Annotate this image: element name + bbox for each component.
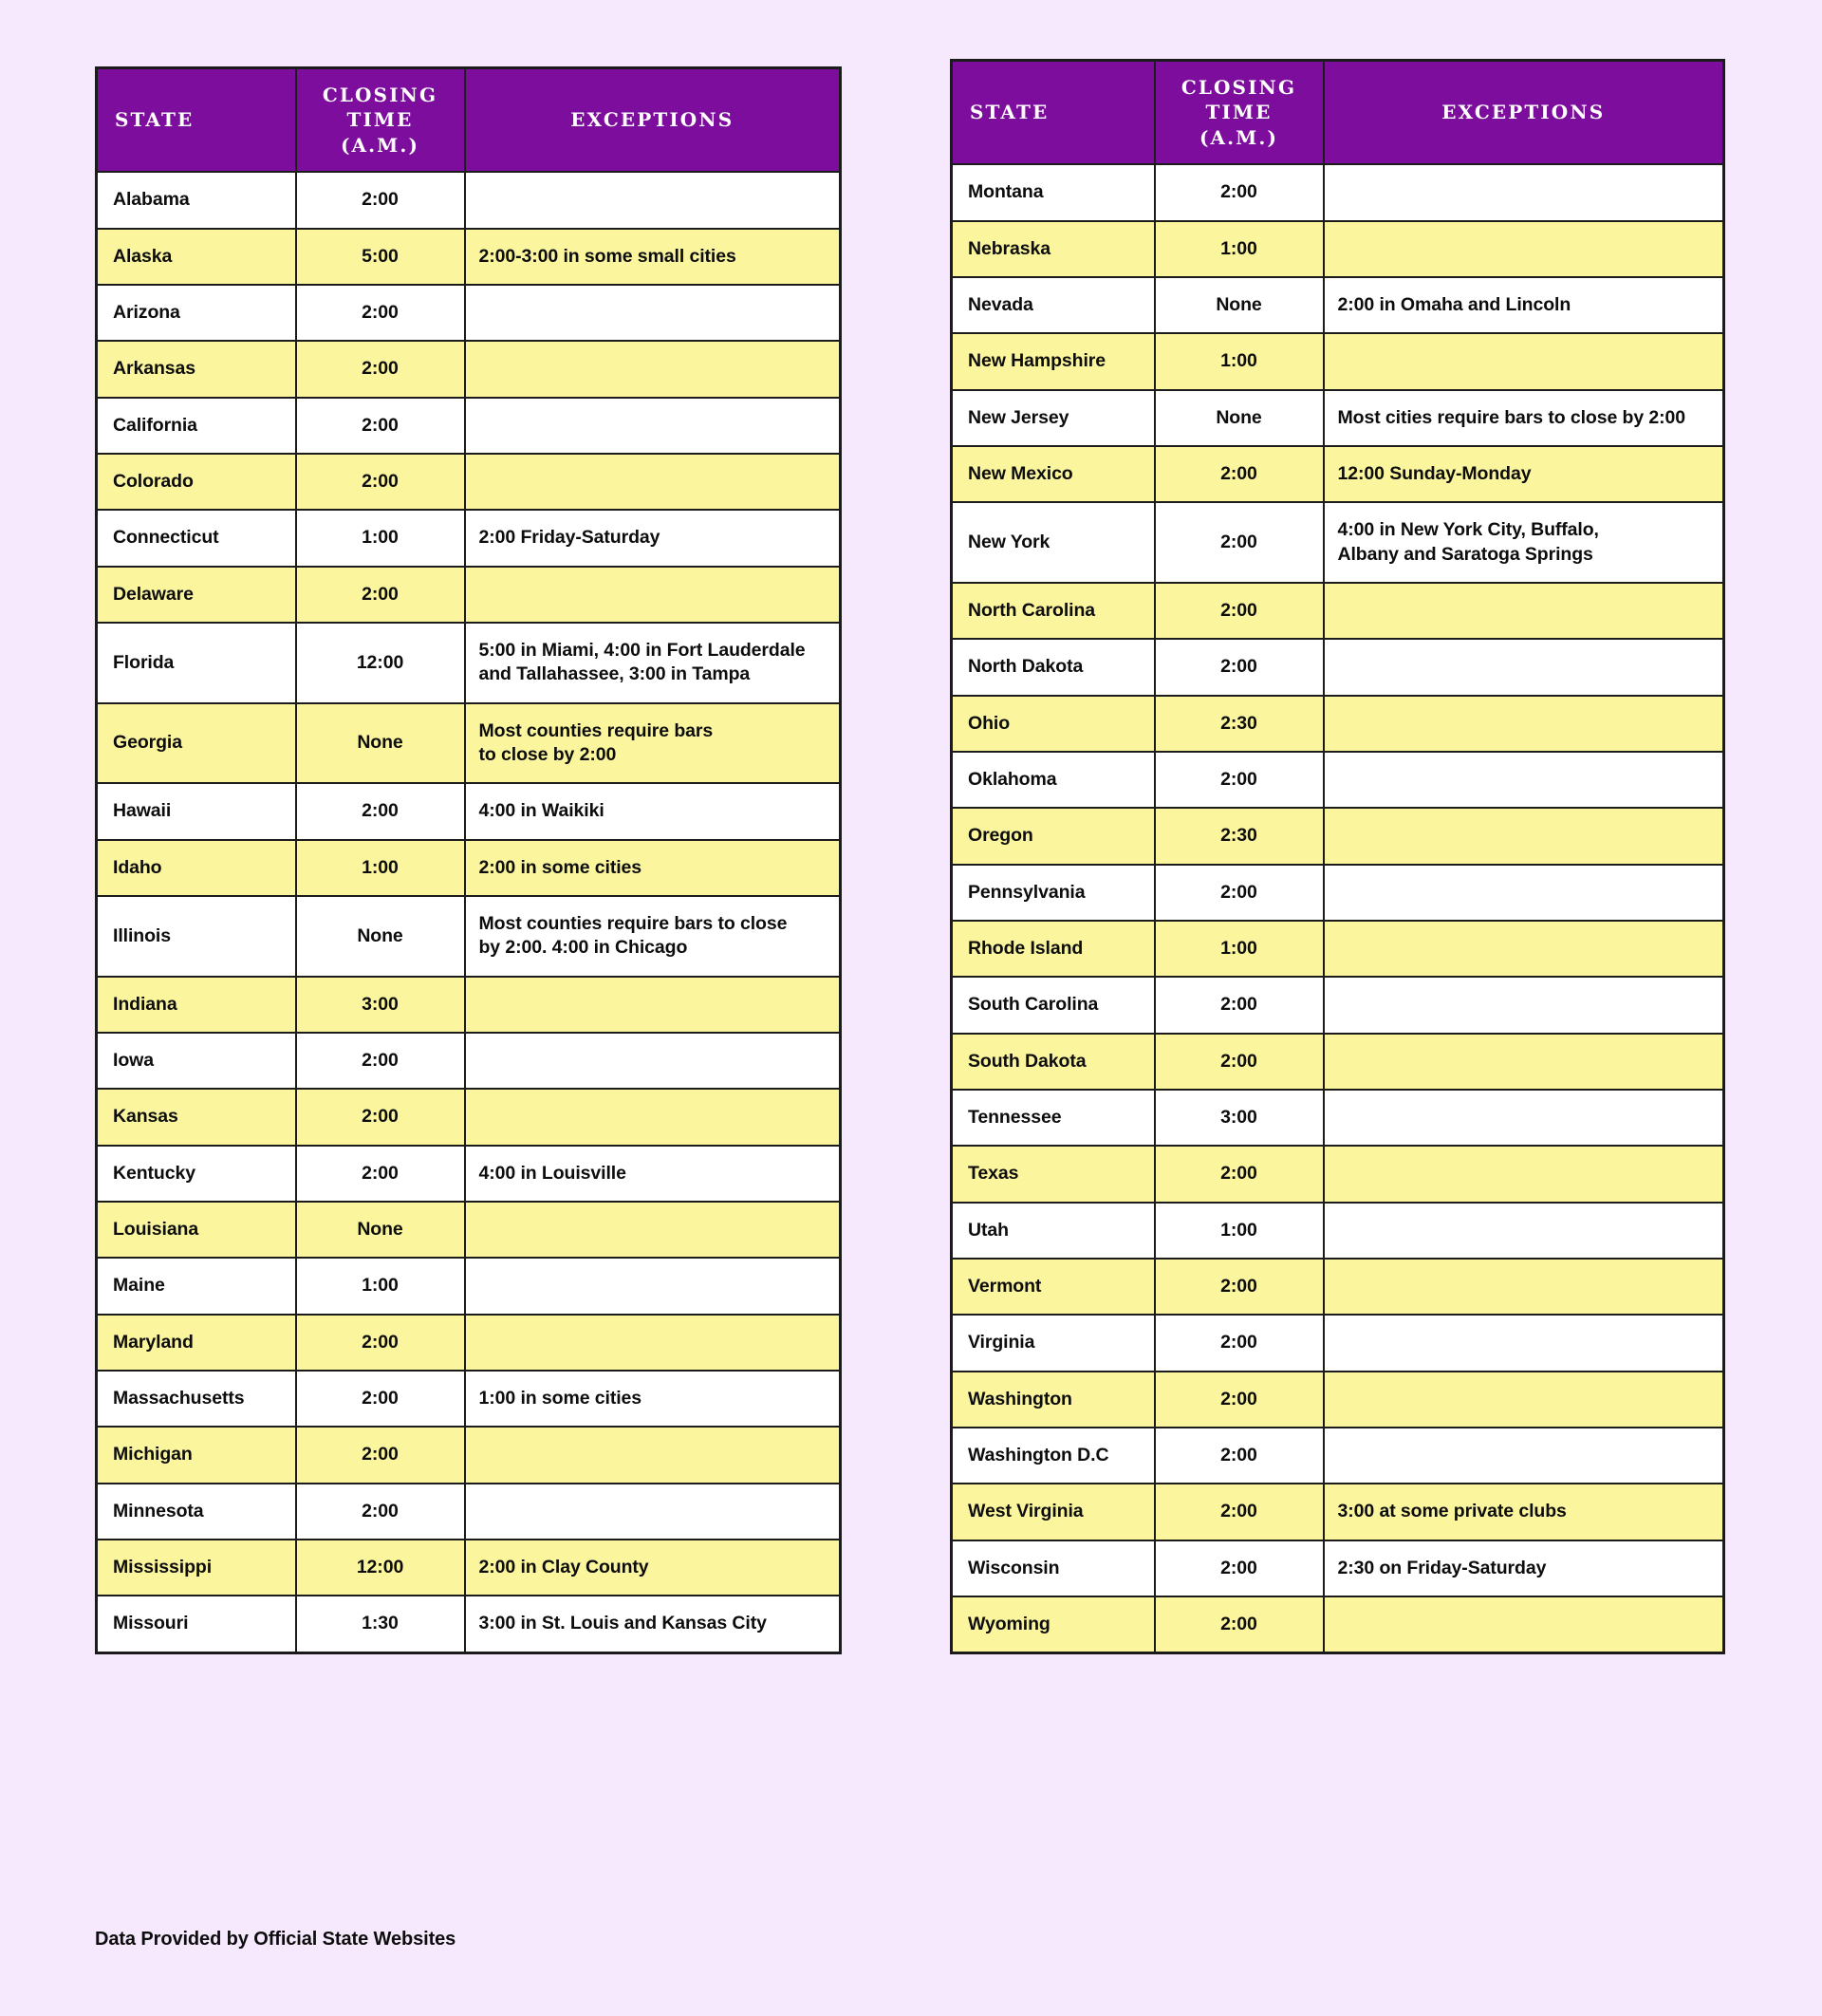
cell-exceptions xyxy=(1324,1372,1724,1428)
cell-closing-time: 2:00 xyxy=(1155,583,1324,639)
cell-exceptions: Most counties require bars to close by 2:00 xyxy=(465,703,841,784)
table-row xyxy=(952,1090,1724,1146)
cell-state: Louisiana xyxy=(97,1202,296,1258)
table-row xyxy=(97,1146,841,1202)
cell-state: Montana xyxy=(952,164,1155,220)
closing-time-line1: CLOSING xyxy=(1181,76,1297,99)
table-row xyxy=(97,285,841,341)
table-row xyxy=(952,221,1724,277)
cell-exceptions: 2:00-3:00 in some small cities xyxy=(465,229,841,285)
cell-state: Maryland xyxy=(97,1315,296,1371)
cell-exceptions: 2:00 in some cities xyxy=(465,840,841,896)
source-note: Data Provided by Official State Websites xyxy=(95,1929,456,1950)
cell-exceptions xyxy=(465,285,841,341)
cell-state: Delaware xyxy=(97,567,296,623)
cell-closing-time: 1:00 xyxy=(296,1258,465,1314)
cell-closing-time: 2:00 xyxy=(296,285,465,341)
cell-closing-time: 3:00 xyxy=(1155,1090,1324,1146)
cell-exceptions xyxy=(465,341,841,397)
table-row xyxy=(97,1202,841,1258)
table-header-left xyxy=(97,68,841,173)
table-row xyxy=(97,172,841,228)
table-body-right xyxy=(952,164,1724,1653)
cell-exceptions: 4:00 in Louisville xyxy=(465,1146,841,1202)
cell-closing-time: 2:00 xyxy=(296,567,465,623)
cell-state: Oregon xyxy=(952,808,1155,864)
cell-exceptions xyxy=(1324,977,1724,1033)
cell-state: South Dakota xyxy=(952,1034,1155,1090)
cell-exceptions xyxy=(465,1089,841,1145)
cell-exceptions xyxy=(465,977,841,1033)
cell-closing-time: 2:00 xyxy=(1155,865,1324,921)
cell-state: Washington xyxy=(952,1372,1155,1428)
cell-state: Vermont xyxy=(952,1259,1155,1315)
cell-exceptions xyxy=(465,1258,841,1314)
table-row xyxy=(97,703,841,784)
cell-state: Iowa xyxy=(97,1033,296,1089)
cell-closing-time: 1:30 xyxy=(296,1596,465,1652)
cell-closing-time: 2:00 xyxy=(1155,164,1324,220)
cell-closing-time: 12:00 xyxy=(296,1540,465,1596)
cell-closing-time: 2:00 xyxy=(1155,639,1324,695)
table-row xyxy=(97,1540,841,1596)
cell-exceptions: 12:00 Sunday-Monday xyxy=(1324,446,1724,502)
cell-state: New Hampshire xyxy=(952,333,1155,389)
table-row xyxy=(952,1203,1724,1259)
cell-state: Alaska xyxy=(97,229,296,285)
cell-state: North Carolina xyxy=(952,583,1155,639)
cell-exceptions xyxy=(465,1484,841,1540)
cell-exceptions xyxy=(465,1427,841,1483)
cell-state: Oklahoma xyxy=(952,752,1155,808)
cell-exceptions xyxy=(465,172,841,228)
cell-closing-time: 2:00 xyxy=(296,1484,465,1540)
cell-closing-time: 2:00 xyxy=(1155,502,1324,583)
cell-state: Indiana xyxy=(97,977,296,1033)
cell-exceptions xyxy=(1324,1596,1724,1653)
column-header-exceptions: EXCEPTIONS xyxy=(465,68,841,173)
cell-state: Wyoming xyxy=(952,1596,1155,1653)
cell-closing-time: 5:00 xyxy=(296,229,465,285)
cell-closing-time: 2:00 xyxy=(296,341,465,397)
cell-state: Utah xyxy=(952,1203,1155,1259)
cell-exceptions: 5:00 in Miami, 4:00 in Fort Lauderdale and Tallahassee, 3:00 in Tampa xyxy=(465,623,841,703)
cell-closing-time: 2:00 xyxy=(1155,1484,1324,1540)
table-row xyxy=(97,398,841,454)
cell-exceptions: 4:00 in Waikiki xyxy=(465,783,841,839)
cell-exceptions xyxy=(1324,1034,1724,1090)
cell-exceptions xyxy=(465,1315,841,1371)
cell-exceptions: 2:00 in Clay County xyxy=(465,1540,841,1596)
cell-state: Colorado xyxy=(97,454,296,510)
cell-closing-time: 3:00 xyxy=(296,977,465,1033)
table-row xyxy=(952,1034,1724,1090)
table-row xyxy=(97,454,841,510)
table-row xyxy=(952,1372,1724,1428)
column-header-state: STATE xyxy=(952,61,1155,165)
cell-state: South Carolina xyxy=(952,977,1155,1033)
cell-exceptions: Most cities require bars to close by 2:00 xyxy=(1324,390,1724,446)
table-row xyxy=(952,977,1724,1033)
cell-closing-time: 1:00 xyxy=(1155,921,1324,977)
cell-exceptions: 1:00 in some cities xyxy=(465,1371,841,1427)
cell-closing-time: 2:00 xyxy=(296,172,465,228)
table-row xyxy=(952,390,1724,446)
cell-exceptions xyxy=(1324,333,1724,389)
cell-closing-time: None xyxy=(1155,390,1324,446)
cell-closing-time: 2:00 xyxy=(1155,446,1324,502)
cell-exceptions: 2:30 on Friday-Saturday xyxy=(1324,1540,1724,1596)
cell-exceptions xyxy=(1324,1428,1724,1484)
table-row xyxy=(952,164,1724,220)
column-header-exceptions: EXCEPTIONS xyxy=(1324,61,1724,165)
table-row xyxy=(952,921,1724,977)
table-row xyxy=(97,510,841,566)
table-row xyxy=(952,446,1724,502)
table-row xyxy=(952,1259,1724,1315)
cell-closing-time: 2:00 xyxy=(1155,1259,1324,1315)
cell-closing-time: 2:30 xyxy=(1155,696,1324,752)
cell-state: Nevada xyxy=(952,277,1155,333)
table-header-right xyxy=(952,61,1724,165)
cell-exceptions xyxy=(1324,921,1724,977)
column-header-state: STATE xyxy=(97,68,296,173)
cell-exceptions: 2:00 in Omaha and Lincoln xyxy=(1324,277,1724,333)
column-header-closing-time xyxy=(296,68,465,173)
cell-state: Wisconsin xyxy=(952,1540,1155,1596)
cell-state: Alabama xyxy=(97,172,296,228)
cell-closing-time: 2:00 xyxy=(1155,977,1324,1033)
cell-closing-time: 12:00 xyxy=(296,623,465,703)
table-row xyxy=(952,277,1724,333)
cell-exceptions: 3:00 at some private clubs xyxy=(1324,1484,1724,1540)
cell-closing-time: 1:00 xyxy=(296,510,465,566)
cell-closing-time: 1:00 xyxy=(1155,333,1324,389)
cell-state: Virginia xyxy=(952,1315,1155,1371)
table-body-left xyxy=(97,172,841,1652)
table-row xyxy=(952,583,1724,639)
cell-exceptions xyxy=(1324,1259,1724,1315)
bar-closing-times-table-right xyxy=(950,59,1725,1654)
cell-closing-time: 2:00 xyxy=(1155,1428,1324,1484)
table-row xyxy=(952,1596,1724,1653)
right-table-container xyxy=(950,59,1725,1654)
cell-exceptions xyxy=(465,1202,841,1258)
table-row xyxy=(952,639,1724,695)
header-row xyxy=(97,68,841,173)
table-row xyxy=(952,696,1724,752)
cell-closing-time: None xyxy=(1155,277,1324,333)
cell-state: California xyxy=(97,398,296,454)
cell-exceptions xyxy=(465,1033,841,1089)
cell-closing-time: 2:00 xyxy=(1155,752,1324,808)
table-row xyxy=(952,1484,1724,1540)
cell-state: Washington D.C xyxy=(952,1428,1155,1484)
table-row xyxy=(952,502,1724,583)
cell-exceptions xyxy=(1324,1146,1724,1202)
cell-exceptions: 4:00 in New York City, Buffalo, Albany and Saratoga Springs xyxy=(1324,502,1724,583)
cell-state: Ohio xyxy=(952,696,1155,752)
table-row xyxy=(97,1315,841,1371)
left-table-container xyxy=(95,66,842,1654)
cell-state: Mississippi xyxy=(97,1540,296,1596)
cell-closing-time: 1:00 xyxy=(1155,221,1324,277)
table-row xyxy=(97,1427,841,1483)
cell-closing-time: 2:00 xyxy=(296,1371,465,1427)
cell-state: New Mexico xyxy=(952,446,1155,502)
column-header-closing-time xyxy=(1155,61,1324,165)
table-row xyxy=(952,865,1724,921)
cell-state: Illinois xyxy=(97,896,296,977)
cell-state: Michigan xyxy=(97,1427,296,1483)
cell-state: Arizona xyxy=(97,285,296,341)
cell-state: Minnesota xyxy=(97,1484,296,1540)
cell-closing-time: None xyxy=(296,703,465,784)
cell-closing-time: 2:00 xyxy=(296,1315,465,1371)
bar-closing-times-table-left xyxy=(95,66,842,1654)
table-row xyxy=(97,567,841,623)
cell-state: Massachusetts xyxy=(97,1371,296,1427)
table-row xyxy=(97,783,841,839)
cell-state: Florida xyxy=(97,623,296,703)
cell-exceptions xyxy=(1324,1090,1724,1146)
cell-state: Tennessee xyxy=(952,1090,1155,1146)
cell-state: West Virginia xyxy=(952,1484,1155,1540)
cell-state: New York xyxy=(952,502,1155,583)
header-row xyxy=(952,61,1724,165)
cell-closing-time: None xyxy=(296,896,465,977)
cell-closing-time: 2:00 xyxy=(1155,1315,1324,1371)
table-row xyxy=(97,341,841,397)
closing-time-line2: TIME (A.M.) xyxy=(1199,101,1279,149)
table-row xyxy=(97,840,841,896)
table-row xyxy=(952,752,1724,808)
cell-closing-time: 2:00 xyxy=(1155,1034,1324,1090)
cell-state: Kansas xyxy=(97,1089,296,1145)
cell-closing-time: 2:00 xyxy=(1155,1146,1324,1202)
cell-closing-time: 2:00 xyxy=(296,454,465,510)
table-row xyxy=(952,1540,1724,1596)
cell-closing-time: 2:00 xyxy=(1155,1596,1324,1653)
cell-closing-time: 2:00 xyxy=(296,1427,465,1483)
cell-state: Connecticut xyxy=(97,510,296,566)
cell-state: Arkansas xyxy=(97,341,296,397)
cell-closing-time: 2:00 xyxy=(296,1033,465,1089)
cell-exceptions xyxy=(1324,639,1724,695)
table-row xyxy=(97,896,841,977)
cell-closing-time: 2:00 xyxy=(296,1146,465,1202)
cell-state: Hawaii xyxy=(97,783,296,839)
cell-closing-time: 2:00 xyxy=(296,1089,465,1145)
cell-closing-time: None xyxy=(296,1202,465,1258)
table-row xyxy=(97,623,841,703)
cell-exceptions xyxy=(1324,1315,1724,1371)
table-row xyxy=(952,808,1724,864)
table-row xyxy=(97,977,841,1033)
cell-closing-time: 2:00 xyxy=(1155,1372,1324,1428)
cell-closing-time: 2:00 xyxy=(1155,1540,1324,1596)
cell-exceptions xyxy=(1324,221,1724,277)
cell-state: Rhode Island xyxy=(952,921,1155,977)
cell-state: Missouri xyxy=(97,1596,296,1652)
cell-closing-time: 2:00 xyxy=(296,783,465,839)
table-row xyxy=(97,1258,841,1314)
cell-state: Kentucky xyxy=(97,1146,296,1202)
closing-time-line2: TIME (A.M.) xyxy=(340,108,420,157)
cell-exceptions xyxy=(1324,583,1724,639)
table-row xyxy=(952,1315,1724,1371)
table-row xyxy=(952,1428,1724,1484)
cell-exceptions: 3:00 in St. Louis and Kansas City xyxy=(465,1596,841,1652)
cell-exceptions xyxy=(1324,808,1724,864)
cell-exceptions xyxy=(1324,1203,1724,1259)
cell-exceptions xyxy=(465,398,841,454)
cell-closing-time: 1:00 xyxy=(1155,1203,1324,1259)
cell-state: North Dakota xyxy=(952,639,1155,695)
cell-state: Nebraska xyxy=(952,221,1155,277)
table-row xyxy=(97,1089,841,1145)
cell-closing-time: 2:00 xyxy=(296,398,465,454)
table-row xyxy=(97,229,841,285)
table-row xyxy=(97,1484,841,1540)
cell-exceptions xyxy=(1324,752,1724,808)
table-row xyxy=(97,1033,841,1089)
table-row xyxy=(952,333,1724,389)
cell-closing-time: 2:30 xyxy=(1155,808,1324,864)
cell-state: Maine xyxy=(97,1258,296,1314)
cell-exceptions xyxy=(465,454,841,510)
table-row xyxy=(97,1371,841,1427)
cell-state: Pennsylvania xyxy=(952,865,1155,921)
cell-exceptions xyxy=(1324,865,1724,921)
closing-time-line1: CLOSING xyxy=(322,84,438,106)
cell-exceptions xyxy=(465,567,841,623)
cell-exceptions: 2:00 Friday-Saturday xyxy=(465,510,841,566)
cell-exceptions xyxy=(1324,696,1724,752)
cell-closing-time: 1:00 xyxy=(296,840,465,896)
table-row xyxy=(952,1146,1724,1202)
table-row xyxy=(97,1596,841,1652)
cell-state: Idaho xyxy=(97,840,296,896)
cell-exceptions: Most counties require bars to close by 2:00. 4:00 in Chicago xyxy=(465,896,841,977)
cell-state: New Jersey xyxy=(952,390,1155,446)
cell-state: Texas xyxy=(952,1146,1155,1202)
cell-exceptions xyxy=(1324,164,1724,220)
cell-state: Georgia xyxy=(97,703,296,784)
